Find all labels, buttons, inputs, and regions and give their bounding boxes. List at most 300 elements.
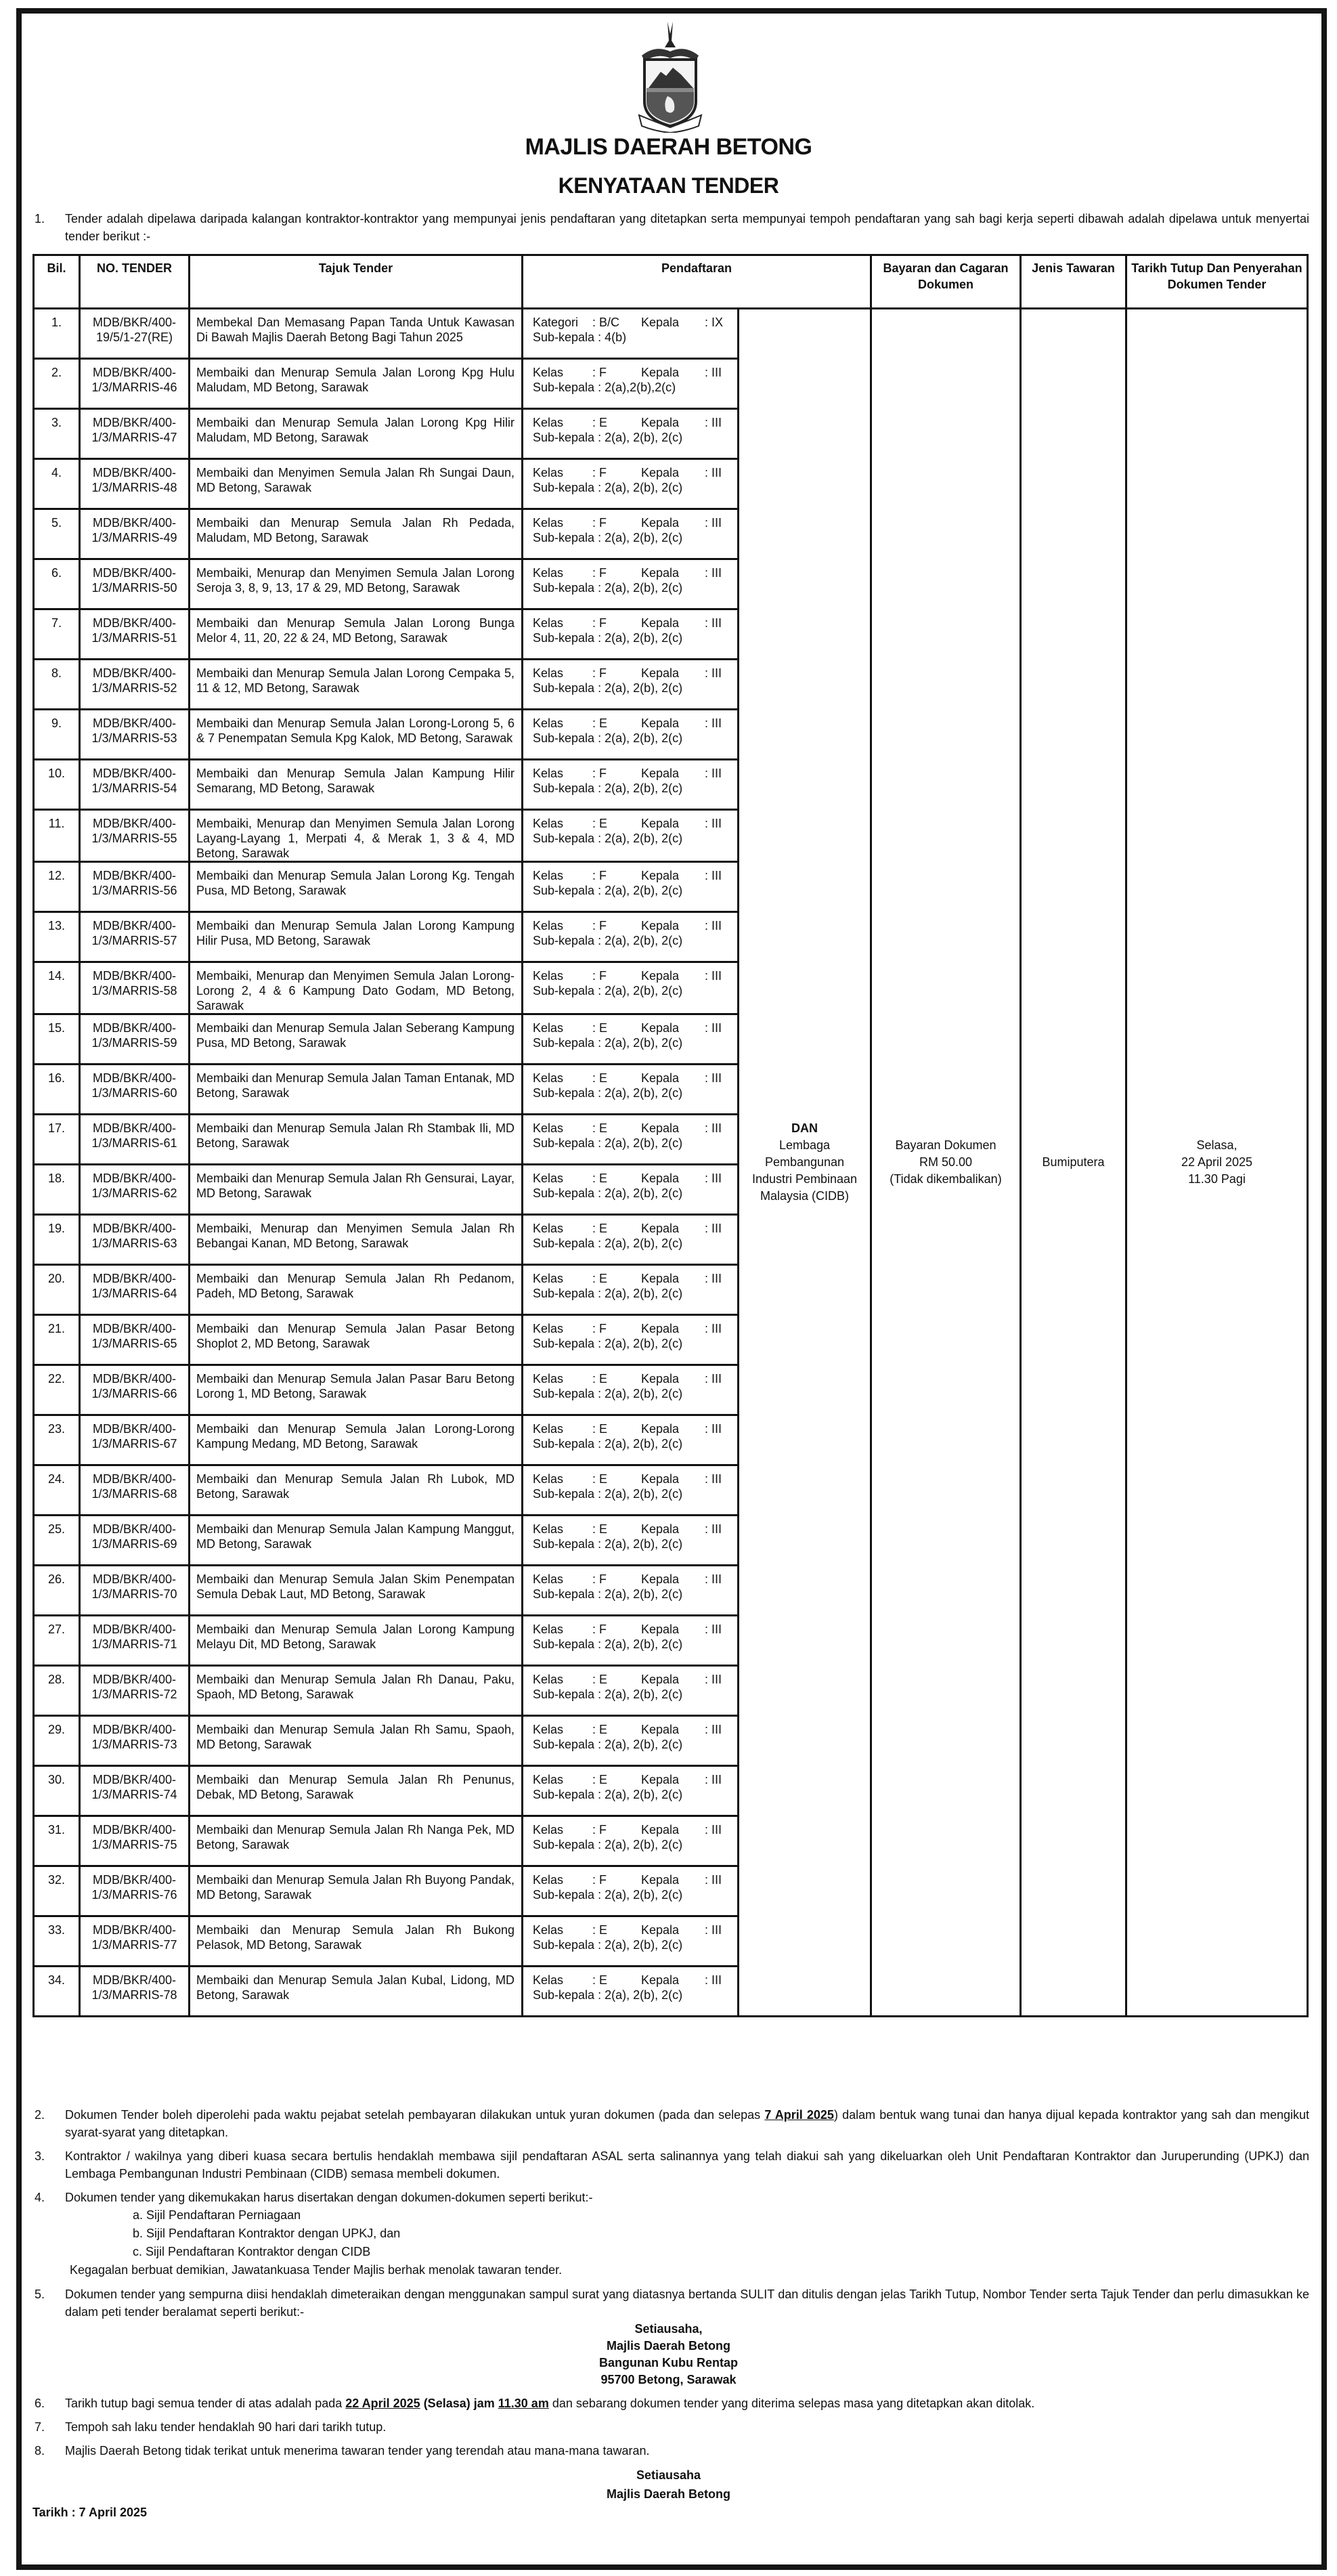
note-4-item-b: b. Sijil Pendaftaran Kontraktor dengan UPKJ, dan <box>133 2227 401 2240</box>
registration-type: Kelas <box>533 1272 564 1285</box>
kepala-value: III <box>711 1422 722 1436</box>
note-4-item-c: c. Sijil Pendaftaran Kontraktor dengan CIDB <box>133 2245 371 2258</box>
cell-bil: 26. <box>34 1566 80 1616</box>
cell-pendaftaran: Kelas : E Kepala : III Sub-kepala : 2(a), 2(b), 2(c) <box>523 1967 739 2017</box>
registration-class: E <box>599 1121 608 1135</box>
cell-no-tender <box>80 1165 190 1215</box>
cell-no-tender <box>80 962 190 1014</box>
kepala-value: III <box>711 416 722 429</box>
cell-no-tender <box>80 1766 190 1816</box>
note-7-number: 7. <box>35 2420 45 2434</box>
header-bil: Bil. <box>34 255 80 309</box>
tender-number: MDB/BKR/400-1/3/MARRIS-71 <box>91 1623 177 1651</box>
sub-kepala-value: 2(a), 2(b), 2(c) <box>605 1437 683 1451</box>
cell-no-tender <box>80 1415 190 1465</box>
sub-kepala-label: Sub-kepala <box>533 431 595 444</box>
registration-type: Kelas <box>533 1973 564 1987</box>
note-2-number: 2. <box>35 2108 45 2122</box>
sub-kepala-value: 2(a), 2(b), 2(c) <box>605 1738 683 1751</box>
cell-pendaftaran: Kelas : E Kepala : III Sub-kepala : 2(a), 2(b), 2(c) <box>523 1716 739 1766</box>
cell-no-tender <box>80 1516 190 1566</box>
kepala-label: Kepala <box>641 1773 680 1786</box>
tarikh-line: Selasa, <box>1196 1138 1237 1152</box>
registration-type: Kelas <box>533 1322 564 1335</box>
kepala-label: Kepala <box>641 1973 680 1987</box>
cell-pendaftaran: Kelas : E Kepala : III Sub-kepala : 2(a), 2(b), 2(c) <box>523 1014 739 1065</box>
cell-tajuk: Membaiki dan Menurap Semula Jalan Lorong Kpg Hulu Maludam, MD Betong, Sarawak <box>190 359 523 409</box>
sub-kepala-label: Sub-kepala <box>533 1437 595 1451</box>
note-2-text-end: ) dalam bentuk wang tunai dan hanya dijual kepada kontraktor yang sah dan mengikut syarat-syarat yang ditetapkan. <box>65 2108 1309 2139</box>
tender-number: MDB/BKR/400-1/3/MARRIS-75 <box>91 1823 177 1851</box>
sub-kepala-value: 2(a), 2(b), 2(c) <box>605 581 683 595</box>
cell-no-tender <box>80 1666 190 1716</box>
cell-tajuk: Membaiki dan Menurap Semula Jalan Seberang Kampung Pusa, MD Betong, Sarawak <box>190 1014 523 1065</box>
cidb-line: Pembangunan <box>764 1155 845 1169</box>
note-7 <box>0 2418 1309 2436</box>
sub-kepala-value: 2(a), 2(b), 2(c) <box>605 1487 683 1501</box>
kepala-label: Kepala <box>641 716 680 730</box>
kepala-value: III <box>711 1923 722 1937</box>
kepala-label: Kepala <box>641 616 680 630</box>
cell-tajuk: Membaiki dan Menurap Semula Jalan Lorong Kampung Hilir Pusa, MD Betong, Sarawak <box>190 912 523 962</box>
sub-kepala-value: 2(a), 2(b), 2(c) <box>605 1788 683 1801</box>
kepala-value: III <box>711 1322 722 1335</box>
address-line: Bangunan Kubu Rentap <box>599 2356 738 2369</box>
registration-class: E <box>599 1973 608 1987</box>
sub-kepala-value: 2(a), 2(b), 2(c) <box>605 1186 683 1200</box>
kepala-value: III <box>711 366 722 379</box>
registration-type: Kelas <box>533 919 564 932</box>
registration-type: Kelas <box>533 716 564 730</box>
cell-pendaftaran: Kelas : F Kepala : III Sub-kepala : 2(a), 2(b), 2(c) <box>523 912 739 962</box>
cell-bil: 11. <box>34 810 80 862</box>
cell-tajuk: Membaiki dan Menurap Semula Jalan Lorong Cempaka 5, 11 & 12, MD Betong, Sarawak <box>190 660 523 710</box>
note-7-text: Tempoh sah laku tender hendaklah 90 hari dari tarikh tutup. <box>65 2420 387 2434</box>
cell-pendaftaran: Kelas : F Kepala : III Sub-kepala : 2(a), 2(b), 2(c) <box>523 1315 739 1365</box>
sub-kepala-label: Sub-kepala <box>533 1036 595 1050</box>
cell-bil: 20. <box>34 1265 80 1315</box>
registration-class: E <box>599 1372 608 1386</box>
sub-kepala-label: Sub-kepala <box>533 984 595 997</box>
cell-no-tender <box>80 309 190 359</box>
tender-number: MDB/BKR/400-1/3/MARRIS-50 <box>91 566 177 595</box>
cell-no-tender <box>80 1265 190 1315</box>
cell-no-tender <box>80 459 190 509</box>
cell-bil: 32. <box>34 1866 80 1916</box>
registration-type: Kelas <box>533 1472 564 1486</box>
note-8-number: 8. <box>35 2444 45 2457</box>
signature-organisation: Majlis Daerah Betong <box>606 2487 731 2501</box>
sub-kepala-label: Sub-kepala <box>533 1788 595 1801</box>
kepala-label: Kepala <box>641 516 680 530</box>
kepala-value: III <box>711 817 722 830</box>
registration-type: Kelas <box>533 366 564 379</box>
registration-class: F <box>599 1322 607 1335</box>
header-no-tender: NO. TENDER <box>80 255 190 309</box>
cidb-registration-cell <box>739 309 871 2017</box>
cell-tajuk: Membaiki dan Menurap Semula Jalan Rh Samu, Spaoh, MD Betong, Sarawak <box>190 1716 523 1766</box>
dan-label: DAN <box>791 1121 818 1135</box>
registration-type: Kelas <box>533 1071 564 1085</box>
cell-no-tender <box>80 660 190 710</box>
kepala-label: Kepala <box>641 466 680 479</box>
registration-type: Kelas <box>533 1773 564 1786</box>
registration-type: Kelas <box>533 466 564 479</box>
header-jenis: Jenis Tawaran <box>1021 255 1126 309</box>
kepala-label: Kepala <box>641 1823 680 1837</box>
cell-bil: 24. <box>34 1465 80 1516</box>
sub-kepala-value: 2(a), 2(b), 2(c) <box>605 984 683 997</box>
sub-kepala-label: Sub-kepala <box>533 1186 595 1200</box>
tender-number: MDB/BKR/400-1/3/MARRIS-46 <box>91 366 177 394</box>
cell-no-tender <box>80 1716 190 1766</box>
registration-type: Kelas <box>533 1723 564 1736</box>
registration-class: E <box>599 1071 608 1085</box>
kepala-value: III <box>711 969 722 983</box>
kepala-value: IX <box>711 316 724 329</box>
cell-tajuk: Membaiki dan Menurap Semula Jalan Rh Gensurai, Layar, MD Betong, Sarawak <box>190 1165 523 1215</box>
kepala-label: Kepala <box>641 869 680 882</box>
tender-number: MDB/BKR/400-1/3/MARRIS-78 <box>91 1973 177 2002</box>
tender-number: MDB/BKR/400-19/5/1-27(RE) <box>92 316 177 344</box>
cell-pendaftaran: Kelas : F Kepala : III Sub-kepala : 2(a), 2(b), 2(c) <box>523 962 739 1014</box>
cell-bil: 33. <box>34 1916 80 1967</box>
cell-no-tender <box>80 1566 190 1616</box>
tender-number: MDB/BKR/400-1/3/MARRIS-74 <box>91 1773 177 1801</box>
cell-tajuk: Membaiki, Menurap dan Menyimen Semula Jalan Lorong Seroja 3, 8, 9, 13, 17 & 29, MD Betong, Sarawak <box>190 559 523 609</box>
cell-bil: 22. <box>34 1365 80 1415</box>
cell-pendaftaran: Kelas : F Kepala : III Sub-kepala : 2(a),2(b),2(c) <box>523 359 739 409</box>
kepala-value: III <box>711 1673 722 1686</box>
registration-class: E <box>599 1522 608 1536</box>
tender-number: MDB/BKR/400-1/3/MARRIS-63 <box>91 1222 177 1250</box>
cell-tajuk: Membaiki dan Menurap Semula Jalan Taman Entanak, MD Betong, Sarawak <box>190 1065 523 1115</box>
sub-kepala-label: Sub-kepala <box>533 1337 595 1350</box>
registration-class: E <box>599 1422 608 1436</box>
cell-tajuk: Membaiki dan Menurap Semula Jalan Rh Penunus, Debak, MD Betong, Sarawak <box>190 1766 523 1816</box>
note-5-number: 5. <box>35 2288 45 2301</box>
cell-bil: 7. <box>34 609 80 660</box>
sub-kepala-label: Sub-kepala <box>533 1988 595 2002</box>
kepala-value: III <box>711 1472 722 1486</box>
kepala-label: Kepala <box>641 416 680 429</box>
cell-no-tender <box>80 912 190 962</box>
tender-number: MDB/BKR/400-1/3/MARRIS-57 <box>91 919 177 947</box>
address-line: Majlis Daerah Betong <box>606 2339 731 2353</box>
note-3-text: Kontraktor / wakilnya yang diberi kuasa secara bertulis hendaklah membawa sijil pendaftaran ASAL serta salinannya yang telah diakui sah yang dikeluarkan oleh Unit Pendaftaran Kontraktor dan Juruperunding (UPKJ) dan Lembaga Pembangunan Industri Pembinaan (CIDB) semasa membeli dokumen. <box>65 2149 1309 2181</box>
sub-kepala-label: Sub-kepala <box>533 631 595 645</box>
sub-kepala-label: Sub-kepala <box>533 1136 595 1150</box>
table-header-row <box>34 255 1308 309</box>
note-6-day: (Selasa) jam <box>420 2397 498 2410</box>
bayaran-cell <box>871 309 1021 2017</box>
tender-number: MDB/BKR/400-1/3/MARRIS-70 <box>91 1572 177 1601</box>
cell-pendaftaran: Kelas : E Kepala : III Sub-kepala : 2(a), 2(b), 2(c) <box>523 409 739 459</box>
registration-type: Kelas <box>533 416 564 429</box>
cell-pendaftaran: Kelas : E Kepala : III Sub-kepala : 2(a), 2(b), 2(c) <box>523 1065 739 1115</box>
kepala-label: Kepala <box>641 1923 680 1937</box>
cell-tajuk: Membaiki dan Menurap Semula Jalan Pasar Betong Shoplot 2, MD Betong, Sarawak <box>190 1315 523 1365</box>
registration-class: F <box>599 969 607 983</box>
header-pendaftaran: Pendaftaran <box>523 255 871 309</box>
notice-date: Tarikh : 7 April 2025 <box>32 2506 148 2519</box>
kepala-label: Kepala <box>641 666 680 680</box>
cell-no-tender <box>80 1365 190 1415</box>
cell-bil: 9. <box>34 710 80 760</box>
registration-type: Kelas <box>533 1873 564 1887</box>
cell-bil: 10. <box>34 760 80 810</box>
sub-kepala-label: Sub-kepala <box>533 581 595 595</box>
registration-type: Kelas <box>533 1572 564 1586</box>
note-6-text: Tarikh tutup bagi semua tender di atas adalah pada <box>65 2397 346 2410</box>
cell-pendaftaran: Kelas : F Kepala : III Sub-kepala : 2(a), 2(b), 2(c) <box>523 459 739 509</box>
sub-kepala-label: Sub-kepala <box>533 731 595 745</box>
sub-kepala-value: 2(a), 2(b), 2(c) <box>605 1838 683 1851</box>
cell-tajuk: Membaiki dan Menurap Semula Jalan Lorong-Lorong 5, 6 & 7 Penempatan Semula Kpg Kalok, MD Betong, Sarawak <box>190 710 523 760</box>
sub-kepala-label: Sub-kepala <box>533 1738 595 1751</box>
cell-bil: 30. <box>34 1766 80 1816</box>
cell-bil: 3. <box>34 409 80 459</box>
registration-type: Kelas <box>533 1522 564 1536</box>
cell-tajuk: Membaiki dan Menurap Semula Jalan Kubal, Lidong, MD Betong, Sarawak <box>190 1967 523 2017</box>
sub-kepala-label: Sub-kepala <box>533 1086 595 1100</box>
cell-tajuk: Membaiki dan Menurap Semula Jalan Kampung Manggut, MD Betong, Sarawak <box>190 1516 523 1566</box>
kepala-label: Kepala <box>641 1572 680 1586</box>
cell-no-tender <box>80 810 190 862</box>
cell-bil: 8. <box>34 660 80 710</box>
header-tarikh: Tarikh Tutup Dan Penyerahan Dokumen Tender <box>1126 255 1308 309</box>
kepala-label: Kepala <box>641 767 680 780</box>
note-5 <box>0 2285 1309 2321</box>
address-line: Setiausaha, <box>634 2322 703 2336</box>
kepala-label: Kepala <box>641 316 680 329</box>
cell-no-tender <box>80 409 190 459</box>
cell-tajuk: Membaiki dan Menurap Semula Jalan Lorong Bunga Melor 4, 11, 20, 22 & 24, MD Betong, Sarawak <box>190 609 523 660</box>
registration-class: F <box>599 366 607 379</box>
kepala-value: III <box>711 1021 722 1035</box>
sub-kepala-label: Sub-kepala <box>533 1888 595 1902</box>
cell-tajuk: Membaiki dan Menurap Semula Jalan Lorong Kampung Melayu Dit, MD Betong, Sarawak <box>190 1616 523 1666</box>
kepala-value: III <box>711 1372 722 1386</box>
registration-type: Kelas <box>533 566 564 580</box>
registration-type: Kelas <box>533 516 564 530</box>
kepala-label: Kepala <box>641 1522 680 1536</box>
tender-number: MDB/BKR/400-1/3/MARRIS-49 <box>91 516 177 544</box>
registration-class: E <box>599 1021 608 1035</box>
tender-number: MDB/BKR/400-1/3/MARRIS-58 <box>91 969 177 997</box>
tender-number: MDB/BKR/400-1/3/MARRIS-68 <box>91 1472 177 1501</box>
bayaran-line: (Tidak dikembalikan) <box>890 1172 1002 1186</box>
note-6 <box>0 2395 1309 2412</box>
sub-kepala-value: 2(a), 2(b), 2(c) <box>605 681 683 695</box>
cell-no-tender <box>80 1967 190 2017</box>
registration-class: E <box>599 1673 608 1686</box>
kepala-value: III <box>711 1172 722 1185</box>
cell-bil: 28. <box>34 1666 80 1716</box>
registration-type: Kelas <box>533 1222 564 1235</box>
cell-tajuk: Membaiki dan Menurap Semula Jalan Rh Danau, Paku, Spaoh, MD Betong, Sarawak <box>190 1666 523 1716</box>
cell-bil: 23. <box>34 1415 80 1465</box>
note-6-number: 6. <box>35 2397 45 2410</box>
cell-tajuk: Membaiki dan Menurap Semula Jalan Rh Lubok, MD Betong, Sarawak <box>190 1465 523 1516</box>
header-bayaran: Bayaran dan Cagaran Dokumen <box>871 255 1021 309</box>
sub-kepala-value: 2(a), 2(b), 2(c) <box>605 1988 683 2002</box>
registration-class: F <box>599 1823 607 1837</box>
cell-bil: 27. <box>34 1616 80 1666</box>
tender-number: MDB/BKR/400-1/3/MARRIS-55 <box>91 817 177 845</box>
cell-no-tender <box>80 1215 190 1265</box>
kepala-value: III <box>711 1522 722 1536</box>
sub-kepala-value: 2(a), 2(b), 2(c) <box>605 431 683 444</box>
cell-no-tender <box>80 1916 190 1967</box>
cell-no-tender <box>80 710 190 760</box>
cell-pendaftaran: Kelas : F Kepala : III Sub-kepala : 2(a), 2(b), 2(c) <box>523 660 739 710</box>
registration-class: F <box>599 616 607 630</box>
kepala-value: III <box>711 919 722 932</box>
notes-block <box>0 2106 1337 2521</box>
registration-class: E <box>599 1222 608 1235</box>
registration-class: F <box>599 869 607 882</box>
kepala-label: Kepala <box>641 1172 680 1185</box>
cell-pendaftaran: Kelas : F Kepala : III Sub-kepala : 2(a), 2(b), 2(c) <box>523 1616 739 1666</box>
tender-number: MDB/BKR/400-1/3/MARRIS-65 <box>91 1322 177 1350</box>
kepala-value: III <box>711 666 722 680</box>
registration-class: F <box>599 1572 607 1586</box>
cell-no-tender <box>80 1816 190 1866</box>
cell-pendaftaran: Kelas : E Kepala : III Sub-kepala : 2(a), 2(b), 2(c) <box>523 1215 739 1265</box>
tender-number: MDB/BKR/400-1/3/MARRIS-61 <box>91 1121 177 1150</box>
sub-kepala-label: Sub-kepala <box>533 531 595 544</box>
kepala-label: Kepala <box>641 969 680 983</box>
cell-pendaftaran: Kelas : F Kepala : III Sub-kepala : 2(a), 2(b), 2(c) <box>523 760 739 810</box>
sub-kepala-value: 2(a), 2(b), 2(c) <box>605 1637 683 1651</box>
bayaran-line: RM 50.00 <box>919 1155 973 1169</box>
sub-kepala-label: Sub-kepala <box>533 1287 595 1300</box>
cell-tajuk: Membaiki dan Menurap Semula Jalan Lorong-Lorong Kampung Medang, MD Betong, Sarawak <box>190 1415 523 1465</box>
cell-pendaftaran: Kelas : E Kepala : III Sub-kepala : 2(a), 2(b), 2(c) <box>523 1265 739 1315</box>
jenis-tawaran-cell: Bumiputera <box>1021 309 1126 2017</box>
cell-pendaftaran: Kelas : E Kepala : III Sub-kepala : 2(a), 2(b), 2(c) <box>523 810 739 862</box>
registration-type: Kelas <box>533 767 564 780</box>
sub-kepala-value: 2(a), 2(b), 2(c) <box>605 1036 683 1050</box>
tender-number: MDB/BKR/400-1/3/MARRIS-60 <box>91 1071 177 1100</box>
cell-bil: 29. <box>34 1716 80 1766</box>
cell-pendaftaran: Kelas : E Kepala : III Sub-kepala : 2(a), 2(b), 2(c) <box>523 1415 739 1465</box>
kepala-value: III <box>711 1823 722 1837</box>
council-crest-logo <box>628 20 712 133</box>
cell-pendaftaran: Kategori : B/C Kepala : IX Sub-kepala : 4(b) <box>523 309 739 359</box>
cell-bil: 17. <box>34 1115 80 1165</box>
cell-no-tender <box>80 1616 190 1666</box>
cell-tajuk: Membaiki, Menurap dan Menyimen Semula Jalan Rh Bebangai Kanan, MD Betong, Sarawak <box>190 1215 523 1265</box>
sub-kepala-value: 4(b) <box>605 330 627 344</box>
note-2 <box>0 2106 1309 2141</box>
tender-number: MDB/BKR/400-1/3/MARRIS-51 <box>91 616 177 645</box>
sub-kepala-value: 2(a), 2(b), 2(c) <box>605 1287 683 1300</box>
cell-tajuk: Membaiki dan Menurap Semula Jalan Rh Pedanom, Padeh, MD Betong, Sarawak <box>190 1265 523 1315</box>
kepala-value: III <box>711 1623 722 1636</box>
tender-number: MDB/BKR/400-1/3/MARRIS-76 <box>91 1873 177 1902</box>
tender-number: MDB/BKR/400-1/3/MARRIS-53 <box>91 716 177 745</box>
cell-pendaftaran: Kelas : E Kepala : III Sub-kepala : 2(a), 2(b), 2(c) <box>523 710 739 760</box>
sub-kepala-value: 2(a), 2(b), 2(c) <box>605 781 683 795</box>
registration-class: F <box>599 516 607 530</box>
registration-class: E <box>599 1723 608 1736</box>
cell-pendaftaran: Kelas : E Kepala : III Sub-kepala : 2(a), 2(b), 2(c) <box>523 1516 739 1566</box>
kepala-value: III <box>711 1222 722 1235</box>
cell-pendaftaran: Kelas : E Kepala : III Sub-kepala : 2(a), 2(b), 2(c) <box>523 1465 739 1516</box>
kepala-label: Kepala <box>641 1121 680 1135</box>
cell-bil: 21. <box>34 1315 80 1365</box>
kepala-label: Kepala <box>641 1322 680 1335</box>
registration-type: Kelas <box>533 666 564 680</box>
sub-kepala-label: Sub-kepala <box>533 884 595 897</box>
cell-pendaftaran: Kelas : F Kepala : III Sub-kepala : 2(a), 2(b), 2(c) <box>523 1816 739 1866</box>
tender-table <box>32 254 1309 2017</box>
sub-kepala-value: 2(a), 2(b), 2(c) <box>605 731 683 745</box>
cell-bil: 1. <box>34 309 80 359</box>
cell-pendaftaran: Kelas : F Kepala : III Sub-kepala : 2(a), 2(b), 2(c) <box>523 509 739 559</box>
cell-bil: 5. <box>34 509 80 559</box>
cell-no-tender <box>80 1465 190 1516</box>
sub-kepala-label: Sub-kepala <box>533 1587 595 1601</box>
tarikh-tutup-cell <box>1126 309 1308 2017</box>
kepala-value: III <box>711 466 722 479</box>
cell-no-tender <box>80 359 190 409</box>
kepala-value: III <box>711 1272 722 1285</box>
kepala-value: III <box>711 1973 722 1987</box>
registration-class: E <box>599 1272 608 1285</box>
registration-class: E <box>599 1773 608 1786</box>
tender-number: MDB/BKR/400-1/3/MARRIS-56 <box>91 869 177 897</box>
cell-tajuk: Membaiki dan Menurap Semula Jalan Rh Pedada, Maludam, MD Betong, Sarawak <box>190 509 523 559</box>
cell-bil: 16. <box>34 1065 80 1115</box>
sub-kepala-value: 2(a), 2(b), 2(c) <box>605 1337 683 1350</box>
cell-no-tender <box>80 862 190 912</box>
registration-type: Kelas <box>533 1823 564 1837</box>
registration-class: E <box>599 716 608 730</box>
cell-pendaftaran: Kelas : E Kepala : III Sub-kepala : 2(a), 2(b), 2(c) <box>523 1165 739 1215</box>
note-4 <box>0 2189 1309 2206</box>
cell-no-tender <box>80 760 190 810</box>
sub-kepala-label: Sub-kepala <box>533 681 595 695</box>
sub-kepala-value: 2(a), 2(b), 2(c) <box>605 1237 683 1250</box>
header-tajuk: Tajuk Tender <box>190 255 523 309</box>
tender-number: MDB/BKR/400-1/3/MARRIS-73 <box>91 1723 177 1751</box>
cell-pendaftaran: Kelas : F Kepala : III Sub-kepala : 2(a), 2(b), 2(c) <box>523 1866 739 1916</box>
address-line: 95700 Betong, Sarawak <box>600 2373 737 2386</box>
cell-bil: 14. <box>34 962 80 1014</box>
tender-number: MDB/BKR/400-1/3/MARRIS-59 <box>91 1021 177 1050</box>
kepala-label: Kepala <box>641 1021 680 1035</box>
cell-bil: 2. <box>34 359 80 409</box>
registration-type: Kelas <box>533 1121 564 1135</box>
registration-class: F <box>599 566 607 580</box>
cell-no-tender <box>80 1065 190 1115</box>
cell-no-tender <box>80 609 190 660</box>
sub-kepala-label: Sub-kepala <box>533 1838 595 1851</box>
kepala-value: III <box>711 1873 722 1887</box>
kepala-label: Kepala <box>641 1071 680 1085</box>
sub-kepala-value: 2(a), 2(b), 2(c) <box>605 1136 683 1150</box>
intro-block <box>0 210 1337 245</box>
cell-no-tender <box>80 1014 190 1065</box>
council-name-title: MAJLIS DAERAH BETONG <box>525 134 812 160</box>
registration-type: Kelas <box>533 1422 564 1436</box>
registration-type: Kelas <box>533 1673 564 1686</box>
registration-type: Kelas <box>533 869 564 882</box>
tender-number: MDB/BKR/400-1/3/MARRIS-77 <box>91 1923 177 1952</box>
